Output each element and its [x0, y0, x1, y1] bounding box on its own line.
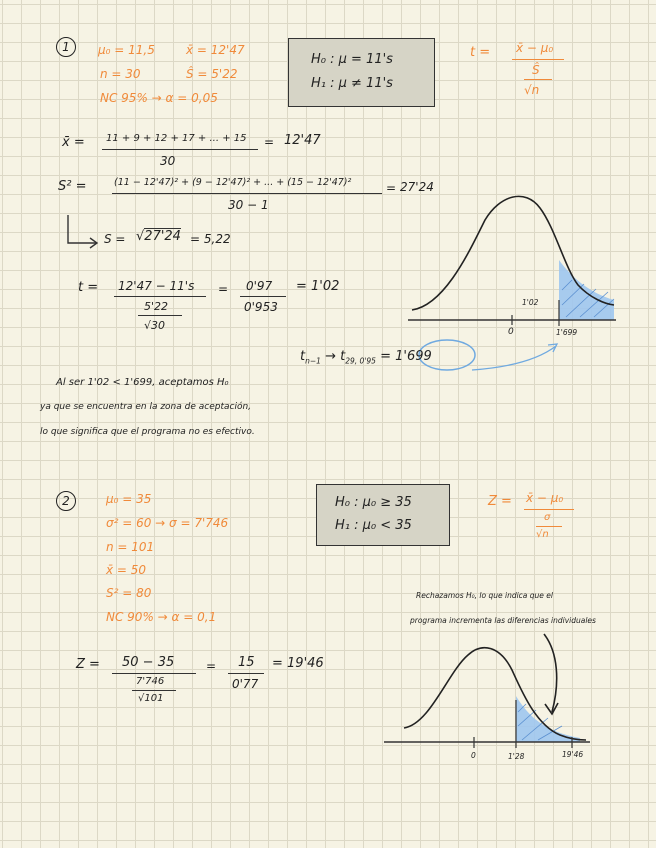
given-xbar: x̄ = 12'47 — [186, 43, 245, 57]
conclusion-line-2: ya que se encuentra en la zona de aceptación, — [40, 402, 252, 412]
given2-mu0: μ₀ = 35 — [106, 492, 152, 506]
stat-formula-lhs: t = — [470, 45, 491, 60]
var-num: (11 − 12'47)² + (9 − 12'47)² + ... + (15 − 12'47)² — [114, 177, 352, 188]
note-line-2: programa incrementa las diferencias individuales — [410, 616, 596, 625]
graph2-label-stat: 19'46 — [562, 750, 584, 759]
stat2-num: x̄ − μ₀ — [526, 491, 564, 505]
given2-var: σ² = 60 → σ = 7'746 — [106, 516, 229, 530]
t-lhs: t = — [78, 280, 99, 295]
mean-eq: = — [264, 135, 275, 149]
stat2-den-root: √n — [536, 529, 549, 540]
graph2-label-zero: 0 — [471, 751, 476, 760]
h1-2: H₁ : μ₀ < 35 — [335, 518, 412, 533]
graph2-label-crit: 1'28 — [508, 752, 525, 761]
mean-num: 11 + 9 + 12 + 17 + ... + 15 — [106, 133, 247, 144]
h0-2: H₀ : μ₀ ≥ 35 — [335, 495, 412, 510]
sd-root: √27'24 — [136, 229, 181, 244]
note-arrow — [544, 634, 557, 712]
given2-confidence: NC 90% → α = 0,1 — [106, 610, 217, 624]
given-n: n = 30 — [100, 67, 141, 81]
graph1-label-stat: 1'02 — [522, 298, 539, 307]
given-mu0: μ₀ = 11,5 — [98, 43, 155, 57]
stat2-formula-lhs: Z = — [488, 494, 512, 509]
mean-den: 30 — [160, 154, 176, 168]
z-den-root: √101 — [138, 693, 164, 704]
stat-den-num: Ŝ — [532, 63, 540, 77]
stat-num: x̄ − μ₀ — [516, 41, 554, 55]
z-eq: = — [206, 659, 217, 673]
t-den-num: 5'22 — [144, 300, 169, 313]
z-num2: 15 — [238, 655, 255, 670]
given2-xbar: x̄ = 50 — [106, 563, 147, 577]
mean-lhs: x̄ = — [62, 135, 85, 150]
h1: H₁ : μ ≠ 11's — [311, 76, 393, 91]
t-result: = 1'02 — [296, 279, 340, 294]
var-result: 27'24 — [400, 180, 434, 194]
graph1-label-crit: 1'699 — [556, 328, 578, 337]
t-den-root: √30 — [144, 319, 166, 332]
z-num: 50 − 35 — [122, 655, 175, 670]
problem-number-2: 2 — [56, 491, 76, 511]
given-confidence: NC 95% → α = 0,05 — [100, 91, 218, 105]
z-den2: 0'77 — [232, 677, 259, 691]
z-den-num: 7'746 — [136, 676, 165, 687]
z-lhs: Z = — [76, 657, 100, 672]
var-den: 30 − 1 — [228, 198, 269, 212]
var-lhs: S² = — [58, 179, 87, 194]
conclusion-line-1: Al ser 1'02 < 1'699, aceptamos H₀ — [56, 377, 229, 388]
stat-den-root: √n — [524, 83, 540, 97]
tcrit-value: 1'699 — [395, 349, 432, 364]
mean-result: 12'47 — [284, 133, 321, 148]
conclusion-line-3: lo que significa que el programa no es efectivo. — [40, 427, 255, 437]
t-eq: = — [218, 282, 229, 296]
t-den2: 0'953 — [244, 300, 278, 314]
sd-lhs: S = — [104, 232, 126, 246]
tcrit-expression: $t_{n-1} \to t_{29, 0'95} = 1'699$ — [300, 349, 432, 366]
sd-result: = 5,22 — [190, 232, 231, 246]
graph1-label-zero: 0 — [508, 327, 514, 337]
given-s: Ŝ = 5'22 — [186, 67, 238, 81]
problem-number-1: 1 — [56, 37, 76, 57]
note-line-1: Rechazamos H₀, lo que indica que el — [416, 591, 553, 600]
h0: H₀ : μ = 11's — [311, 52, 393, 67]
t-num: 12'47 − 11's — [118, 279, 195, 293]
stat2-den-num: σ — [544, 512, 551, 523]
z-result: = 19'46 — [272, 656, 324, 671]
t-num2: 0'97 — [246, 279, 273, 293]
given2-n: n = 101 — [106, 540, 155, 554]
given2-s2: S² = 80 — [106, 586, 152, 600]
bell-curve-2 — [404, 648, 586, 740]
var-eq: = — [386, 181, 397, 195]
